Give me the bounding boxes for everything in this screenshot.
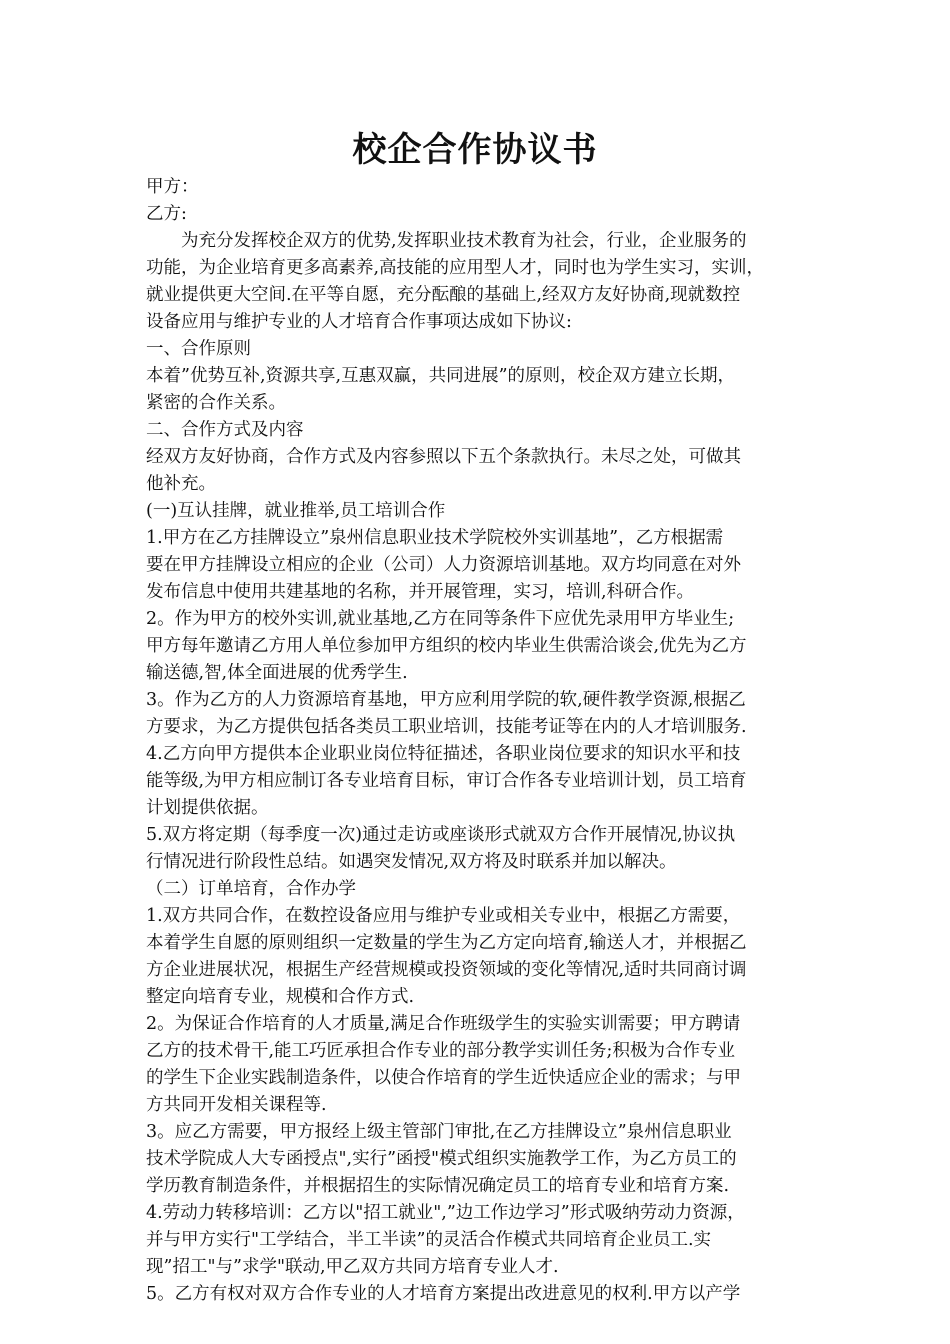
text-line: 输送德,智,体全面进展的优秀学生. <box>146 663 408 683</box>
text-line: 本着”优势互补,资源共享,互惠双赢，共同进展”的原则，校企双方建立长期， <box>146 366 736 386</box>
text-line: 甲方： <box>146 177 199 197</box>
text-line: 4.劳动力转移培训：乙方以"招工就业",”边工作边学习”形式吸纳劳动力资源， <box>146 1203 745 1223</box>
text-line: 并与甲方实行"工学结合，半工半读”的灵活合作模式共同培育企业员工.实 <box>146 1230 712 1250</box>
text-line: 就业提供更大空间.在平等自愿，充分酝酿的基础上,经双方友好协商,现就数控 <box>146 285 741 305</box>
text-line: 为充分发挥校企双方的优势,发挥职业技术教育为社会，行业，企业服务的 <box>181 231 747 251</box>
text-line: 2。为保证合作培育的人才质量,满足合作班级学生的实验实训需要；甲方聘请 <box>146 1014 741 1034</box>
text-line: 2。作为甲方的校外实训,就业基地,乙方在同等条件下应优先录用甲方毕业生; <box>146 609 735 629</box>
document-body <box>146 174 810 1308</box>
text-line: 学历教育制造条件，并根据招生的实际情况确定员工的培育专业和培育方案. <box>146 1176 730 1196</box>
text-line: 紧密的合作关系。 <box>146 393 286 413</box>
text-line: 一、合作原则 <box>146 339 251 359</box>
text-line: 现”招工"与”求学"联动,甲乙双方共同方培育专业人才. <box>146 1257 559 1277</box>
text-line: 5。乙方有权对双方合作专业的人才培育方案提出改进意见的权利.甲方以产学 <box>146 1284 741 1304</box>
text-line: 甲方每年邀请乙方用人单位参加甲方组织的校内毕业生供需洽谈会,优先为乙方 <box>146 636 747 656</box>
text-line: 4.乙方向甲方提供本企业职业岗位特征描述，各职业岗位要求的知识水平和技 <box>146 744 741 764</box>
text-line: 他补充。 <box>146 474 216 494</box>
text-line: 设备应用与维护专业的人才培育合作事项达成如下协议: <box>146 312 572 332</box>
text-line: 3。作为乙方的人力资源培育基地，甲方应利用学院的软,硬件教学资源,根据乙 <box>146 690 746 710</box>
text-line: 要在甲方挂牌设立相应的企业（公司）人力资源培训基地。双方均同意在对外 <box>146 555 741 575</box>
text-line: 1.双方共同合作，在数控设备应用与维护专业或相关专业中，根据乙方需要， <box>146 906 741 926</box>
text-line: 计划提供依据。 <box>146 798 269 818</box>
text-line: (一)互认挂牌，就业推举,员工培训合作 <box>146 501 446 521</box>
text-line: 行情况进行阶段性总结。如遇突发情况,双方将及时联系并加以解决。 <box>146 852 677 872</box>
text-line: 方共同开发相关课程等. <box>146 1095 327 1115</box>
text-line: 经双方友好协商，合作方式及内容参照以下五个条款执行。未尽之处，可做其 <box>146 447 741 467</box>
text-line: 1.甲方在乙方挂牌设立”泉州信息职业技术学院校外实训基地”，乙方根据需 <box>146 528 724 548</box>
text-line: 技术学院成人大专函授点",实行”函授"模式组织实施教学工作，为乙方员工的 <box>146 1149 737 1169</box>
text-line: 3。应乙方需要，甲方报经上级主管部门审批,在乙方挂牌设立”泉州信息职业 <box>146 1122 732 1142</box>
text-line: 整定向培育专业，规模和合作方式. <box>146 987 415 1007</box>
text-line: （二）订单培育，合作办学 <box>146 879 356 899</box>
text-line: 乙方的技术骨干,能工巧匠承担合作专业的部分教学实训任务;积极为合作专业 <box>146 1041 735 1061</box>
text-line: 5.双方将定期（每季度一次)通过走访或座谈形式就双方合作开展情况,协议执 <box>146 825 736 845</box>
text-line: 方企业进展状况，根据生产经营规模或投资领域的变化等情况,适时共同商讨调 <box>146 960 747 980</box>
document-title: 校企合作协议书 <box>352 130 598 170</box>
text-line: 发布信息中使用共建基地的名称，并开展管理，实习，培训,科研合作。 <box>146 582 695 602</box>
text-line: 功能，为企业培育更多高素养,高技能的应用型人才，同时也为学生实习，实训， <box>146 258 765 278</box>
text-line: 二、合作方式及内容 <box>146 420 304 440</box>
text-line: 能等级,为甲方相应制订各专业培育目标，审订合作各专业培训计划，员工培育 <box>146 771 747 791</box>
text-line: 本着学生自愿的原则组织一定数量的学生为乙方定向培育,输送人才，并根据乙 <box>146 933 747 953</box>
text-line: 乙方: <box>146 204 187 224</box>
text-line: 的学生下企业实践制造条件，以使合作培育的学生近快适应企业的需求；与甲 <box>146 1068 741 1088</box>
text-line: 方要求，为乙方提供包括各类员工职业培训，技能考证等在内的人才培训服务. <box>146 717 747 737</box>
